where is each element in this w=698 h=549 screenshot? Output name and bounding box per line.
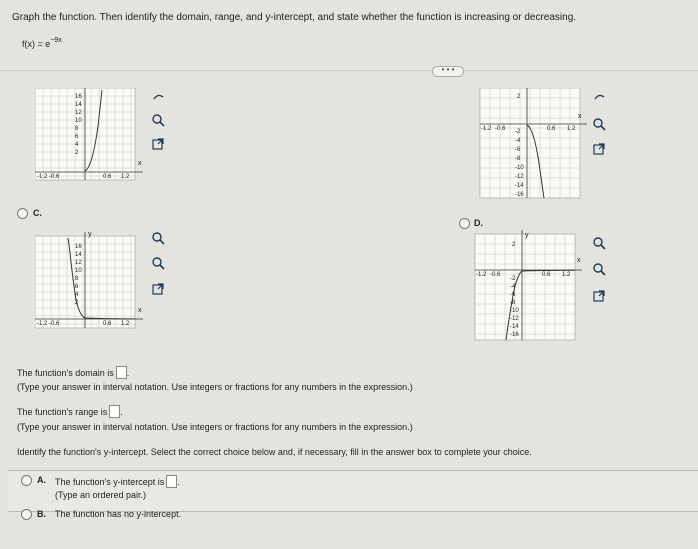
graph-b-y-tick: -12 bbox=[515, 174, 524, 180]
graph-b-svg bbox=[475, 88, 590, 200]
zoom-in-icon[interactable] bbox=[151, 231, 165, 245]
graph-b-x-tick: -0.6 bbox=[495, 126, 506, 132]
graph-d-x-tick: 0.6 bbox=[542, 272, 551, 278]
graph-a-y-tick: 16 bbox=[75, 94, 82, 100]
choice-d-radio[interactable] bbox=[459, 218, 470, 229]
external-link-icon[interactable] bbox=[592, 289, 606, 303]
range-answer-box[interactable] bbox=[109, 405, 120, 418]
graph-b-y-tick: -4 bbox=[515, 138, 521, 144]
external-link-icon[interactable] bbox=[592, 142, 606, 156]
choice-c-radio[interactable] bbox=[17, 208, 28, 219]
graph-option-a bbox=[35, 88, 150, 184]
graph-c-x-tick: -0.6 bbox=[49, 321, 60, 327]
graph-b-y-tick: -8 bbox=[515, 156, 521, 162]
graph-option-d bbox=[470, 230, 590, 342]
graph-a-y-tick: 6 bbox=[75, 134, 79, 140]
zoom-in-icon[interactable] bbox=[592, 117, 606, 131]
graph-option-b bbox=[475, 88, 590, 200]
graph-a-svg bbox=[35, 88, 150, 184]
zoom-out-icon[interactable] bbox=[592, 262, 606, 276]
function-expression bbox=[22, 37, 62, 49]
graph-d-svg bbox=[470, 230, 590, 342]
graph-option-c bbox=[35, 230, 150, 330]
intercept-option-a: The function's y-intercept is . bbox=[55, 477, 180, 487]
graph-c-y-label: y bbox=[88, 231, 92, 238]
intercept-option-b-label: B. bbox=[37, 509, 46, 519]
graph-d-x-tick: -0.6 bbox=[490, 272, 501, 278]
graph-a-y-tick: 10 bbox=[75, 118, 82, 124]
function-exponent: −9x bbox=[50, 37, 62, 44]
graph-b-y-tick: -6 bbox=[515, 147, 521, 153]
graph-b-x-tick: -1.2 bbox=[481, 126, 492, 132]
intercept-option-a-label: A. bbox=[37, 475, 46, 485]
function-base: f(x) = e bbox=[22, 39, 51, 49]
instruction-text: Graph the function. Then identify the domain, range, and y-intercept, and state whether the function is increasing or decreasing. bbox=[12, 12, 577, 23]
graph-d-y-tick: -8 bbox=[510, 300, 516, 306]
graph-c-x-tick: 1.2 bbox=[121, 321, 130, 327]
graph-a-y-tick: 4 bbox=[75, 142, 79, 148]
graph-a-x-tick: -1.2 bbox=[37, 174, 48, 180]
graph-a-y-tick: 12 bbox=[75, 110, 82, 116]
external-link-icon[interactable] bbox=[151, 282, 165, 296]
graph-c-x-tick: 0.6 bbox=[103, 321, 112, 327]
graph-c-y-tick: 16 bbox=[75, 244, 82, 250]
graph-a-y-tick: 2 bbox=[75, 150, 79, 156]
intercept-option-a-radio[interactable] bbox=[21, 475, 32, 486]
graph-d-y-tick: -12 bbox=[510, 316, 519, 322]
intercept-option-a-hint: (Type an ordered pair.) bbox=[55, 490, 147, 500]
domain-hint: (Type your answer in interval notation. Use integers or fractions for any numbers in the expression.) bbox=[17, 382, 413, 392]
graph-c-y-tick: 10 bbox=[75, 268, 82, 274]
range-question: The function's range is . bbox=[17, 407, 123, 417]
intercept-prompt: Identify the function's y-intercept. Select the correct choice below and, if necessary, fill in the answer box to complete your choice. bbox=[17, 447, 532, 457]
graph-c-svg bbox=[35, 230, 150, 330]
graph-a-y-tick: 8 bbox=[75, 126, 79, 132]
more-button[interactable]: • • • bbox=[432, 66, 464, 77]
section-divider bbox=[0, 70, 698, 71]
intercept-option-a-text: The function's y-intercept is bbox=[55, 477, 165, 487]
graph-c-x-label: x bbox=[138, 307, 142, 314]
graph-a-x-label: x bbox=[138, 160, 142, 167]
external-link-icon[interactable] bbox=[151, 137, 165, 151]
domain-answer-box[interactable] bbox=[116, 366, 127, 379]
graph-c-y-tick: 4 bbox=[75, 292, 79, 298]
zoom-out-icon[interactable] bbox=[151, 256, 165, 270]
graph-a-x-tick: 0.6 bbox=[103, 174, 112, 180]
choice-d-label: D. bbox=[474, 218, 483, 228]
intercept-option-b-text: The function has no y-intercept. bbox=[55, 509, 182, 519]
graph-d-y-tick: -10 bbox=[510, 308, 519, 314]
graph-d-x-tick: -1.2 bbox=[476, 272, 487, 278]
graph-b-radio-icon[interactable] bbox=[592, 90, 606, 104]
graph-d-y-tick: -16 bbox=[510, 332, 519, 338]
range-text: The function's range is bbox=[17, 407, 108, 417]
graph-d-y-tick: -2 bbox=[510, 276, 516, 282]
graph-c-y-tick: 14 bbox=[75, 252, 82, 258]
intercept-option-b-radio[interactable] bbox=[21, 509, 32, 520]
graph-b-y-tick: 2 bbox=[517, 94, 521, 100]
graph-c-y-tick: 12 bbox=[75, 260, 82, 266]
domain-text: The function's domain is bbox=[17, 368, 114, 378]
choice-c-label: C. bbox=[33, 208, 42, 218]
graph-a-radio-icon[interactable] bbox=[151, 90, 165, 104]
graph-d-y-tick: 2 bbox=[512, 242, 516, 248]
graph-b-y-tick: -10 bbox=[515, 165, 524, 171]
graph-b-x-tick: 1.2 bbox=[567, 126, 576, 132]
intercept-answer-box[interactable] bbox=[166, 475, 177, 488]
graph-c-y-tick: 2 bbox=[75, 300, 79, 306]
graph-b-y-tick: -2 bbox=[515, 129, 521, 135]
graph-c-x-tick: -1.2 bbox=[37, 321, 48, 327]
graph-a-y-tick: 14 bbox=[75, 102, 82, 108]
graph-d-y-tick: -14 bbox=[510, 324, 519, 330]
graph-b-x-label: x bbox=[578, 113, 582, 120]
graph-a-x-tick: 1.2 bbox=[121, 174, 130, 180]
graph-b-x-tick: 0.6 bbox=[547, 126, 556, 132]
graph-b-y-tick: -14 bbox=[515, 183, 524, 189]
graph-a-x-tick: -0.6 bbox=[49, 174, 60, 180]
range-hint: (Type your answer in interval notation. Use integers or fractions for any numbers in the expression.) bbox=[17, 422, 413, 432]
graph-d-y-tick: -4 bbox=[510, 284, 516, 290]
graph-d-x-label: x bbox=[577, 257, 581, 264]
graph-d-y-label: y bbox=[525, 232, 529, 239]
graph-c-y-tick: 6 bbox=[75, 284, 79, 290]
graph-c-y-tick: 8 bbox=[75, 276, 79, 282]
zoom-in-icon[interactable] bbox=[592, 236, 606, 250]
graph-d-y-tick: -6 bbox=[510, 292, 516, 298]
domain-question: The function's domain is . bbox=[17, 368, 130, 378]
graph-d-x-tick: 1.2 bbox=[562, 272, 571, 278]
zoom-in-icon[interactable] bbox=[151, 113, 165, 127]
graph-b-y-tick: -16 bbox=[515, 192, 524, 198]
